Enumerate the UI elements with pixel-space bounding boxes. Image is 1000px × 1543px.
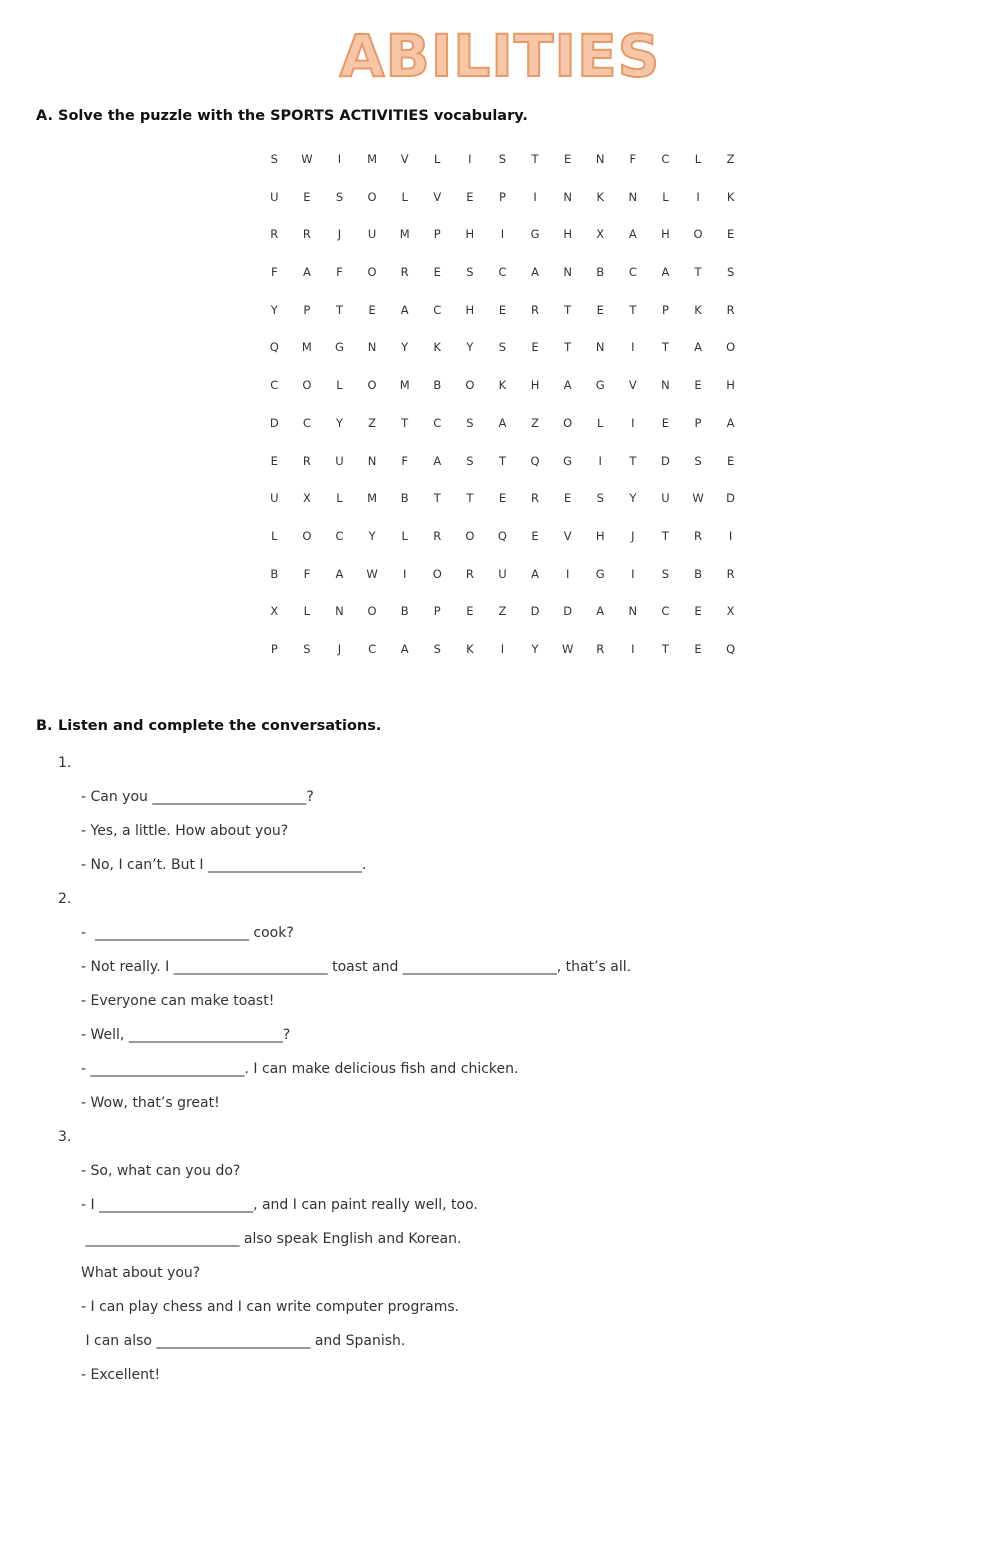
grid-letter: I [598,453,602,468]
grid-letter: B [270,566,279,581]
grid-letter: R [726,566,735,581]
grid-letter: T [661,641,669,656]
grid-letter: R [433,528,442,543]
grid-letter: O [367,265,377,280]
dialogue-line: - So, what can you do? [81,1163,241,1179]
grid-letter: P [694,415,702,430]
grid-letter: B [694,566,702,581]
grid-letter: S [661,566,670,581]
grid-letter: I [500,641,505,656]
grid-letter: F [270,265,278,280]
grid-letter: X [270,604,279,619]
grid-letter: F [629,152,637,166]
grid-letter: I [728,528,733,543]
grid-letter: M [367,152,378,166]
section-a-instruction: Solve the puzzle with the SPORTS ACTIVITIES vocabulary. [58,108,528,124]
grid-letter: N [595,340,605,355]
grid-letter: R [302,453,311,468]
grid-letter: T [466,491,474,506]
grid-letter: Y [368,528,376,543]
grid-letter: S [466,265,474,280]
grid-letter: B [596,265,605,280]
dialogue-line: ______________________ also speak English and Korean. [81,1231,462,1247]
grid-letter: T [335,302,343,317]
dialogue-line: - Everyone can make toast! [81,993,275,1009]
grid-letter: S [303,641,311,656]
grid-letter: E [694,378,702,393]
grid-letter: C [661,604,670,619]
grid-letter: G [335,340,344,355]
grid-letter: P [433,227,441,242]
grid-letter: U [498,566,507,581]
grid-letter: S [466,453,474,468]
grid-letter: E [726,227,735,242]
grid-letter: C [335,528,344,543]
grid-letter: J [337,641,342,656]
grid-letter: Y [335,415,343,430]
grid-letter: O [563,415,573,430]
dialogue-line: What about you? [81,1265,201,1281]
grid-letter: E [531,528,539,543]
grid-letter: M [301,340,312,355]
grid-letter: L [303,604,311,619]
grid-letter: X [302,491,311,506]
grid-letter: K [498,378,507,393]
grid-letter: C [302,415,311,430]
grid-letter: I [631,415,635,430]
grid-letter: I [696,189,700,204]
grid-letter: A [400,302,409,317]
grid-letter: B [400,604,409,619]
grid-letter: N [595,152,605,166]
grid-letter: E [531,340,539,355]
section-a-heading [36,108,528,124]
grid-letter: E [564,152,572,166]
grid-letter: N [367,340,377,355]
grid-letter: Q [726,641,736,656]
grid-letter: U [270,189,279,204]
grid-letter: E [596,302,604,317]
grid-letter: O [432,566,442,581]
conversation-number: 3. [58,1129,72,1145]
dialogue-line: - Well, ______________________? [81,1027,291,1043]
grid-letter: I [533,189,537,204]
grid-letter: N [335,604,344,619]
dialogue-line: I can also ______________________ and Spanish. [81,1333,406,1349]
grid-letter: Y [629,491,637,506]
grid-letter: S [498,152,507,166]
grid-letter: V [433,189,442,204]
section-b-instruction: Listen and complete the conversations. [58,718,382,734]
conversation-number: 1. [58,755,72,771]
grid-letter: R [531,491,540,506]
grid-letter: S [498,340,507,355]
grid-letter: H [726,378,735,393]
grid-letter: H [595,528,605,543]
grid-letter: S [335,189,344,204]
section-a-letter: A. [36,108,53,124]
grid-letter: U [335,453,344,468]
grid-letter: F [303,566,311,581]
grid-letter: O [367,378,377,393]
grid-letter: W [561,641,574,656]
grid-letter: O [726,340,736,355]
grid-letter: O [367,604,377,619]
grid-letter: K [694,302,702,317]
grid-letter: T [433,491,441,506]
grid-letter: J [631,528,635,543]
grid-letter: E [368,302,376,317]
grid-letter: I [631,566,635,581]
grid-letter: C [433,415,442,430]
grid-letter: H [465,302,475,317]
grid-letter: K [433,340,442,355]
grid-letter: E [466,189,474,204]
grid-letter: B [433,378,442,393]
grid-letter: K [466,641,474,656]
grid-letter: N [661,378,670,393]
grid-letter: E [466,604,474,619]
dialogue-line: - Can you ______________________? [81,789,314,805]
grid-letter: D [269,415,279,430]
grid-letter: N [563,265,572,280]
grid-letter: U [367,227,377,242]
grid-letter: D [726,491,736,506]
grid-letter: T [629,453,637,468]
grid-letter: O [367,189,377,204]
grid-letter: D [563,604,573,619]
grid-letter: C [498,265,507,280]
grid-letter: V [400,152,409,166]
grid-letter: L [694,152,702,166]
grid-letter: Y [401,340,409,355]
dialogue-line: - Wow, that’s great! [81,1095,220,1111]
grid-letter: R [531,302,540,317]
grid-letter: W [692,491,704,506]
grid-letter: P [270,641,278,656]
grid-letter: L [336,378,343,393]
grid-letter: E [564,491,572,506]
grid-letter: W [366,566,378,581]
grid-letter: E [498,302,507,317]
grid-letter: A [661,265,670,280]
grid-letter: Y [466,340,474,355]
grid-letter: O [302,378,312,393]
grid-letter: T [661,528,669,543]
grid-letter: S [726,265,735,280]
grid-letter: G [595,566,605,581]
grid-letter: M [399,378,410,393]
grid-letter: I [631,340,635,355]
grid-letter: R [694,528,703,543]
grid-letter: G [530,227,540,242]
grid-letter: P [498,189,506,204]
grid-letter: S [694,453,702,468]
grid-letter: T [564,302,572,317]
grid-letter: W [301,152,313,166]
dialogue-line: - Yes, a little. How about you? [81,823,289,839]
grid-letter: U [661,491,670,506]
grid-letter: T [531,152,539,166]
grid-letter: H [465,227,475,242]
grid-letter: P [661,302,669,317]
page-title: ABILITIES [339,22,661,90]
grid-letter: N [563,189,572,204]
grid-letter: O [465,378,475,393]
grid-letter: F [336,265,343,280]
grid-letter: R [400,265,409,280]
grid-letter: Q [497,528,507,543]
grid-letter: L [336,491,343,506]
grid-letter: E [433,265,441,280]
dialogue-line: - Not really. I ______________________ toast and ______________________, that’s all. [81,959,632,975]
grid-letter: I [402,566,407,581]
grid-letter: I [631,641,635,656]
grid-letter: L [271,528,278,543]
grid-letter: H [530,378,540,393]
grid-letter: K [596,189,604,204]
grid-letter: V [563,528,572,543]
grid-letter: N [628,189,638,204]
grid-letter: P [433,604,441,619]
grid-letter: H [661,227,670,242]
grid-letter: A [563,378,572,393]
grid-letter: L [434,152,441,166]
grid-letter: O [302,528,312,543]
grid-letter: N [367,453,377,468]
grid-letter: A [596,604,605,619]
grid-letter: K [726,189,735,204]
grid-letter: E [726,453,735,468]
grid-letter: L [401,189,408,204]
grid-letter: C [661,152,670,166]
grid-letter: A [433,453,442,468]
grid-letter: E [498,491,507,506]
grid-letter: R [596,641,605,656]
grid-letter: T [661,340,669,355]
grid-letter: P [303,302,311,317]
grid-letter: M [399,227,410,242]
grid-letter: R [302,227,311,242]
grid-letter: N [628,604,638,619]
grid-letter: T [401,415,409,430]
grid-letter: A [628,227,637,242]
grid-letter: Z [498,604,507,619]
grid-letter: S [270,152,278,166]
grid-letter: S [466,415,474,430]
section-b-letter: B. [36,718,53,734]
grid-letter: A [400,641,409,656]
grid-letter: T [564,340,572,355]
grid-letter: E [661,415,670,430]
grid-letter: B [400,491,409,506]
grid-letter: A [531,566,539,581]
grid-letter: J [337,227,342,242]
grid-letter: L [597,415,604,430]
grid-letter: X [596,227,605,242]
dialogue-line: - I ______________________, and I can paint really well, too. [81,1197,478,1213]
grid-letter: A [726,415,735,430]
grid-letter: S [596,491,604,506]
grid-letter: C [368,641,377,656]
dialogue-line: - ______________________ cook? [81,925,294,941]
grid-letter: G [563,453,573,468]
section-b-heading [36,718,381,734]
grid-letter: I [565,566,570,581]
grid-letter: Q [530,453,540,468]
dialogue-line: - ______________________. I can make delicious fish and chicken. [81,1061,519,1077]
grid-letter: Z [726,152,735,166]
grid-letter: H [563,227,572,242]
grid-letter: E [303,189,311,204]
grid-letter: I [337,152,342,166]
grid-letter: D [530,604,540,619]
grid-letter: U [270,491,279,506]
grid-letter: V [628,378,637,393]
grid-letter: I [468,152,472,166]
grid-letter: I [500,227,505,242]
grid-letter: D [660,453,670,468]
grid-letter: S [433,641,441,656]
grid-letter: T [694,265,702,280]
conversation-number: 2. [58,891,72,907]
grid-letter: A [302,265,311,280]
grid-letter: A [498,415,507,430]
grid-letter: R [465,566,474,581]
dialogue-line: - Excellent! [81,1367,161,1383]
grid-letter: L [662,189,669,204]
grid-letter: Y [270,302,278,317]
grid-letter: R [270,227,279,242]
word-search-grid [258,146,747,674]
grid-letter: Z [531,415,539,430]
grid-letter: C [433,302,442,317]
grid-letter: T [629,302,637,317]
grid-letter: F [401,453,408,468]
grid-letter: O [693,227,703,242]
grid-letter: Y [531,641,539,656]
grid-letter: C [628,265,637,280]
grid-letter: G [595,378,605,393]
grid-letter: E [694,604,702,619]
grid-letter: A [694,340,702,355]
grid-letter: T [498,453,506,468]
grid-letter: A [531,265,539,280]
grid-letter: E [270,453,278,468]
grid-letter: M [367,491,378,506]
grid-letter: Q [269,340,279,355]
grid-letter: Z [368,415,377,430]
grid-letter: C [270,378,279,393]
grid-letter: O [465,528,475,543]
grid-letter: X [726,604,735,619]
grid-letter: A [335,566,344,581]
grid-letter: E [694,641,702,656]
grid-letter: R [726,302,735,317]
dialogue-line: - No, I can’t. But I ______________________. [81,857,367,873]
dialogue-line: - I can play chess and I can write computer programs. [81,1299,460,1315]
grid-letter: L [401,528,408,543]
